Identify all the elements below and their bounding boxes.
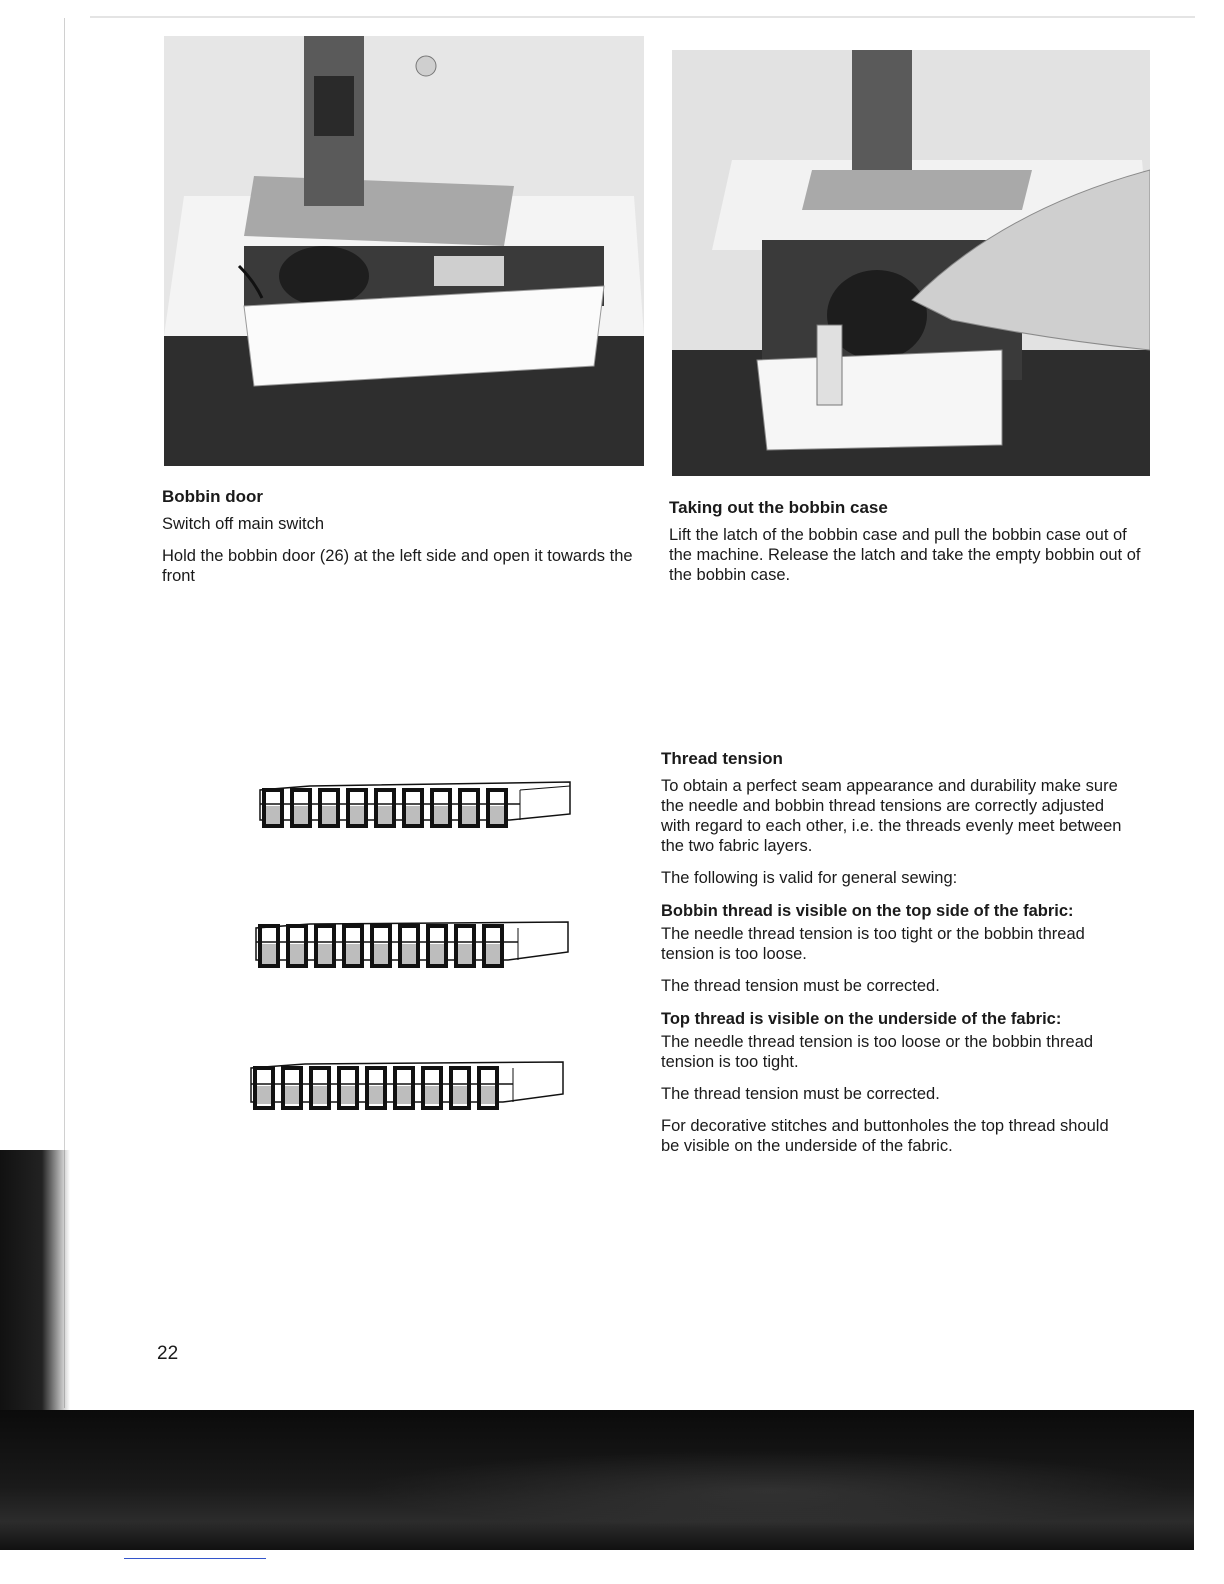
case-action: The thread tension must be corrected. — [661, 1085, 940, 1103]
case-heading: Bobbin thread is visible on the top side of the fabric: — [661, 902, 1074, 920]
instruction-text: Switch off main switch — [162, 515, 325, 533]
section-heading: Bobbin door — [162, 487, 264, 506]
thread-tension-section — [661, 748, 1131, 1168]
decorative-note: For decorative stitches and buttonholes the top thread should be visible on the underside of the fabric. — [661, 1117, 1109, 1155]
section-heading: Thread tension — [661, 749, 783, 768]
case-action: The thread tension must be corrected. — [661, 977, 940, 995]
case-body: The needle thread tension is too tight or the bobbin thread tension is too loose. — [661, 925, 1085, 963]
top-thread-visible-diagram — [245, 1056, 575, 1120]
case-heading: Top thread is visible on the underside of the fabric: — [661, 1010, 1062, 1028]
bobbin-door-photo — [164, 36, 644, 466]
section-heading: Taking out the bobbin case — [669, 498, 888, 517]
general-sewing-text: The following is valid for general sewing: — [661, 869, 958, 887]
bobbin-door-section — [162, 486, 647, 598]
divider — [124, 1558, 266, 1559]
bobbin-case-illustration — [672, 50, 1150, 476]
page-edge — [90, 16, 1195, 18]
sewing-machine-illustration — [164, 36, 644, 466]
balanced-stitch-diagram — [250, 776, 580, 840]
intro-text: To obtain a perfect seam appearance and durability make sure the needle and bobbin thread tensions are correctly adjusted with regard to each other, i.e. the threads evenly meet between the two fabric layers. — [661, 777, 1122, 855]
instruction-text: Lift the latch of the bobbin case and pull the bobbin case out of the machine. Release the latch and take the empty bobbin out of the bobbin case. — [669, 526, 1141, 584]
scan-noise — [360, 1450, 1180, 1530]
bobbin-case-photo — [672, 50, 1150, 476]
scan-shadow — [0, 1410, 1194, 1550]
page-number: 22 — [157, 1343, 179, 1364]
case-body: The needle thread tension is too loose or the bobbin thread tension is too tight. — [661, 1033, 1094, 1071]
scan-shadow — [0, 1150, 70, 1410]
bobbin-case-section — [669, 497, 1154, 597]
bobbin-thread-visible-diagram — [250, 916, 580, 980]
instruction-text: Hold the bobbin door (26) at the left side and open it towards the front — [162, 547, 633, 585]
